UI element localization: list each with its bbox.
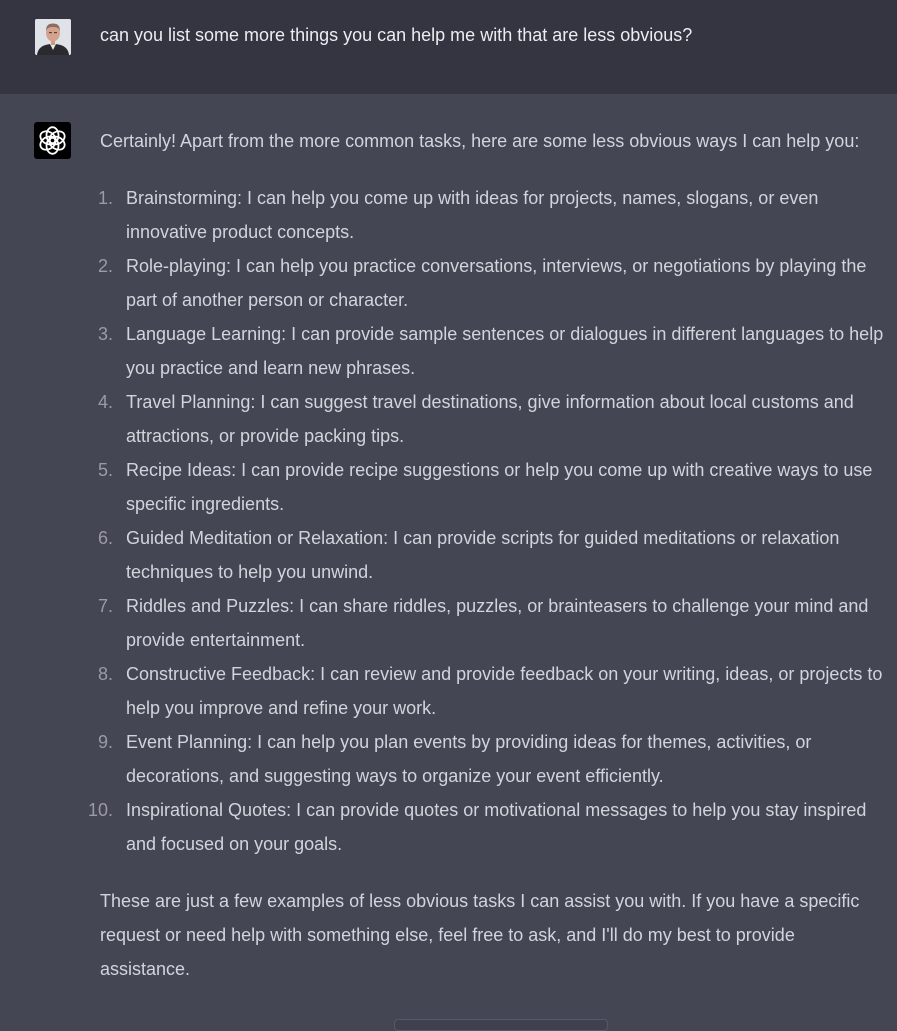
list-number: 5.	[97, 460, 113, 480]
list-item-text: Role-playing: I can help you practice conversations, interviews, or negotiations by playing the part of another person or character.	[126, 256, 867, 310]
list-item	[97, 589, 890, 657]
list-item	[97, 453, 890, 521]
assistant-message	[87, 124, 890, 986]
list-number: 1.	[97, 188, 113, 208]
list-item	[87, 793, 890, 861]
list-item	[97, 181, 890, 249]
list-item-text: Brainstorming: I can help you come up with ideas for projects, names, slogans, or even innovative product concepts.	[126, 188, 819, 242]
list-number: 6.	[97, 528, 113, 548]
list-item	[97, 317, 890, 385]
assistant-avatar	[34, 122, 71, 159]
list-item-text: Guided Meditation or Relaxation: I can provide scripts for guided meditations or relaxation techniques to help you unwind.	[126, 528, 840, 582]
list-number: 2.	[97, 256, 113, 276]
regenerate-response-button[interactable]	[394, 1019, 608, 1031]
list-item	[97, 249, 890, 317]
list-item-text: Recipe Ideas: I can provide recipe suggestions or help you come up with creative ways to use specific ingredients.	[126, 460, 873, 514]
suggestion-list	[87, 181, 890, 861]
list-item-text: Travel Planning: I can suggest travel destinations, give information about local customs and attractions, or provide packing tips.	[126, 392, 854, 446]
list-item	[97, 521, 890, 589]
list-number: 3.	[97, 324, 113, 344]
user-avatar	[35, 19, 71, 55]
list-item-text: Event Planning: I can help you plan events by providing ideas for themes, activities, or decorations, and suggesting ways to organize your event efficiently.	[126, 732, 812, 786]
openai-logo-icon	[34, 122, 71, 159]
list-item-text: Inspirational Quotes: I can provide quotes or motivational messages to help you stay inspired and focused on your goals.	[126, 800, 867, 854]
list-item	[97, 725, 890, 793]
list-item-text: Riddles and Puzzles: I can share riddles, puzzles, or brainteasers to challenge your mind and provide entertainment.	[126, 596, 869, 650]
user-message-text: can you list some more things you can help me with that are less obvious?	[100, 25, 693, 45]
list-item-text: Language Learning: I can provide sample sentences or dialogues in different languages to help you practice and learn new phrases.	[126, 324, 884, 378]
list-number: 9.	[97, 732, 113, 752]
list-number: 8.	[97, 664, 113, 684]
assistant-intro: Certainly! Apart from the more common tasks, here are some less obvious ways I can help you:	[100, 131, 860, 151]
user-avatar-icon	[35, 19, 71, 55]
list-item-text: Constructive Feedback: I can review and provide feedback on your writing, ideas, or projects to help you improve and refine your work.	[126, 664, 883, 718]
list-number: 4.	[97, 392, 113, 412]
assistant-outro: These are just a few examples of less obvious tasks I can assist you with. If you have a specific request or need help with something else, feel free to ask, and I'll do my best to provide assistance.	[100, 891, 860, 979]
user-message-row	[0, 0, 897, 94]
list-number: 7.	[97, 596, 113, 616]
list-number: 10.	[87, 800, 113, 820]
list-item	[97, 657, 890, 725]
list-item	[97, 385, 890, 453]
